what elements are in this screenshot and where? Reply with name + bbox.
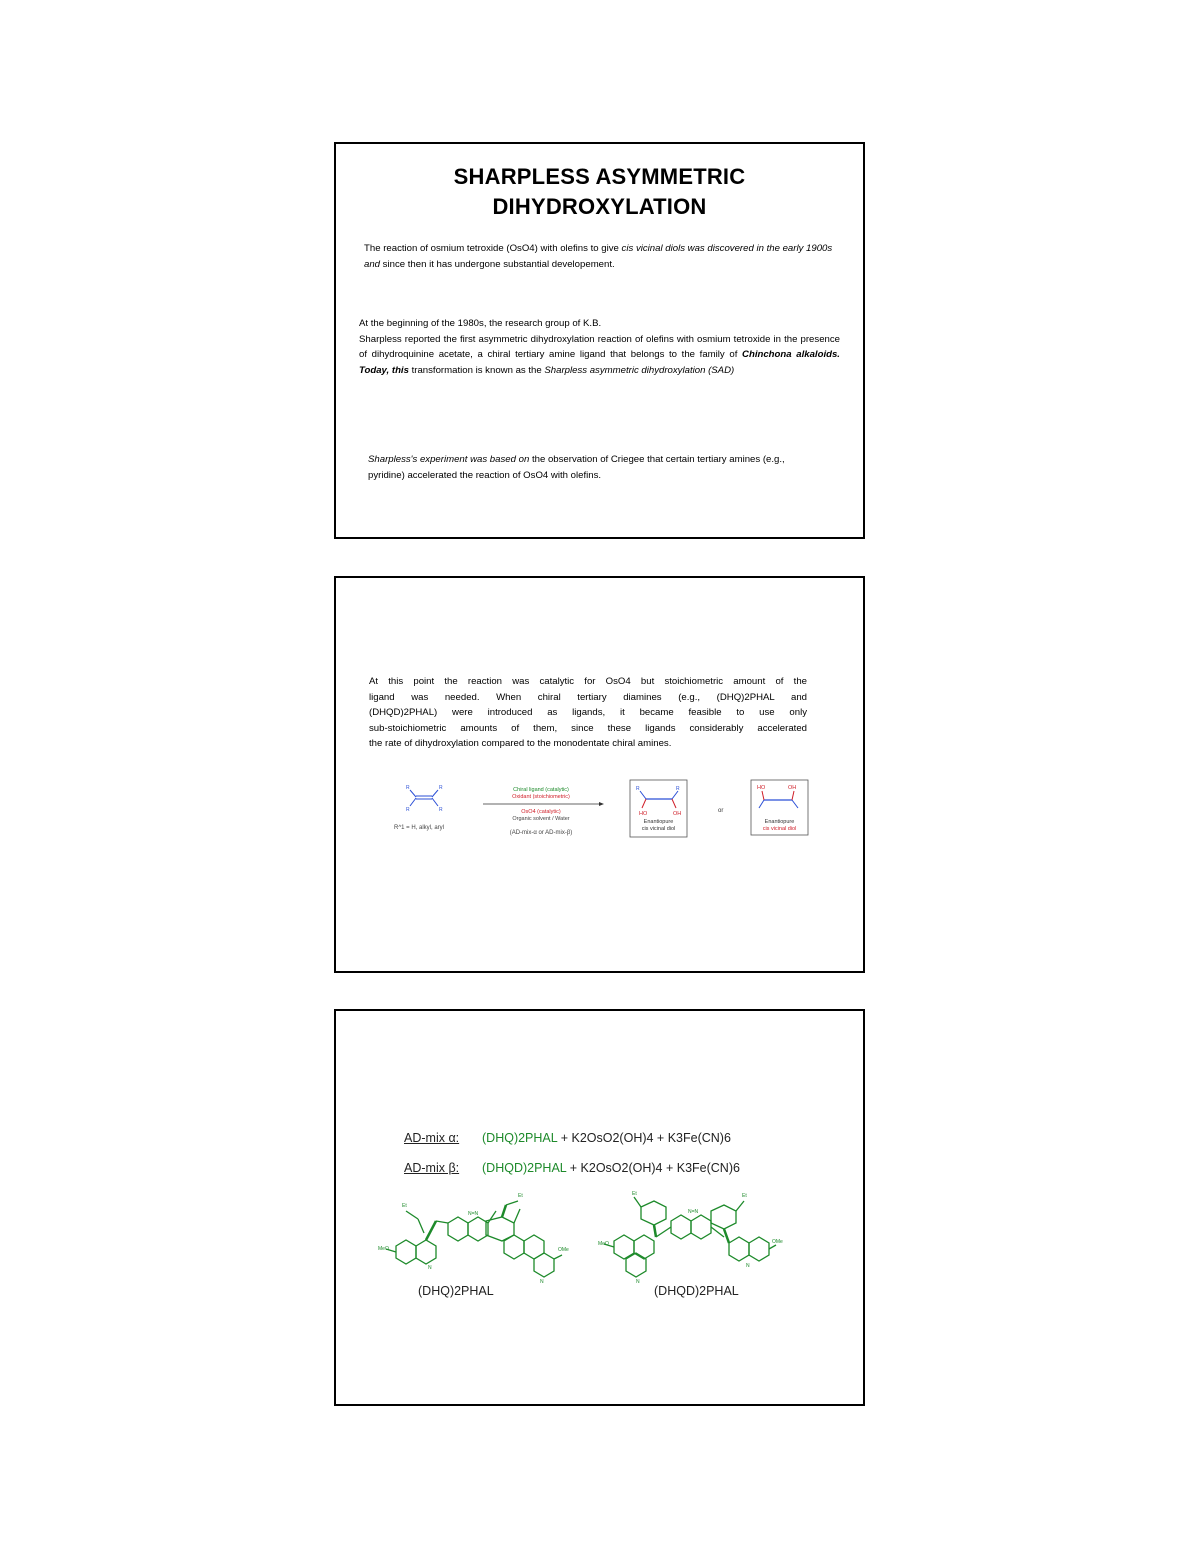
- svg-text:N: N: [636, 1279, 640, 1285]
- product-2-label-2: cis vicinal diol: [762, 826, 797, 832]
- admix-alpha-label: AD-mix α:: [404, 1131, 460, 1145]
- catalytic-line-3: (DHQD)2PHAL) were introduced as ligands, it became feasible to use only: [369, 707, 807, 718]
- svg-text:N=N: N=N: [468, 1211, 479, 1217]
- arrow-head-icon: [599, 802, 604, 806]
- intro-text-a: The reaction of osmium tetroxide (OsO4) with olefins to give: [364, 243, 622, 254]
- reactant-label: R^1 = H, alkyl, aryl: [394, 825, 444, 831]
- ligand-structures: [336, 1011, 867, 1408]
- product-1-label-2: cis vicinal diol: [641, 826, 676, 832]
- svg-text:Et: Et: [402, 1203, 407, 1209]
- product-1-box: [630, 780, 687, 837]
- admix-beta-label: AD-mix β:: [404, 1161, 460, 1175]
- svg-text:N: N: [746, 1263, 750, 1269]
- history-text-c: transformation is known as the: [408, 364, 545, 376]
- svg-text:OH: OH: [788, 785, 797, 791]
- svg-text:R: R: [439, 807, 443, 813]
- svg-text:MeO: MeO: [378, 1246, 389, 1252]
- catalytic-line-2: ligand was needed. When chiral tertiary diamines (e.g., (DHQ)2PHAL and: [369, 691, 807, 703]
- slide-title: [336, 162, 863, 222]
- svg-text:HO: HO: [757, 785, 766, 791]
- catalytic-line-4: sub-stoichiometric amounts of them, since these ligands considerably accelerated: [369, 722, 807, 734]
- product-1-label-1: Enantiopure: [643, 819, 674, 825]
- svg-text:OMe: OMe: [558, 1247, 569, 1253]
- svg-text:Et: Et: [518, 1193, 523, 1199]
- svg-text:N: N: [540, 1279, 544, 1285]
- reagent-admix: (AD-mix-α or AD-mix-β): [509, 830, 573, 836]
- svg-text:R: R: [676, 786, 680, 792]
- admix-alpha-ligand: (DHQ)2PHAL: [482, 1131, 558, 1145]
- svg-text:N=N: N=N: [688, 1209, 699, 1215]
- slide-3: [334, 1009, 865, 1406]
- svg-text:HO: HO: [639, 811, 648, 817]
- svg-text:OH: OH: [673, 811, 682, 817]
- paragraph-history: [359, 316, 840, 378]
- svg-text:R: R: [406, 807, 410, 813]
- history-text-italic-2: Sharpless asymmetric dihydroxylation (SAD): [544, 364, 735, 376]
- svg-text:R: R: [636, 786, 640, 792]
- history-text-a: Sharpless reported the first asymmetric dihydroxylation reaction of olefins with osmium tetroxide in the presence of dihydroquinine acetate, a chiral tertiary amine ligand that belongs to the family of: [359, 333, 840, 360]
- svg-text:R: R: [439, 785, 443, 791]
- product-2-label-1: Enantiopure: [764, 819, 795, 825]
- svg-text:OMe: OMe: [772, 1239, 783, 1245]
- criegee-text-italic: Sharpless's experiment was based on: [368, 454, 530, 465]
- reagent-solvent: Organic solvent / Water: [512, 816, 570, 822]
- svg-text:MeO: MeO: [598, 1241, 609, 1247]
- criegee-text-b: the observation of Criegee that certain tertiary amines (e.g., pyridine) accelerated the reaction of OsO4 with olefins.: [368, 454, 785, 481]
- catalytic-line-1: At this point the reaction was catalytic for OsO4 but stoichiometric amount of the: [369, 676, 807, 687]
- history-line-1: At the beginning of the 1980s, the research group of K.B.: [359, 318, 602, 329]
- svg-text:R: R: [406, 785, 410, 791]
- admix-alpha-reagents: + K2OsO2(OH)4 + K3Fe(CN)6: [557, 1131, 731, 1145]
- reaction-scheme: [336, 578, 867, 975]
- ligand-1-name: (DHQ)2PHAL: [418, 1284, 494, 1298]
- catalytic-line-5: the rate of dihydroxylation compared to the monodentate chiral amines.: [369, 738, 672, 749]
- admix-beta-ligand: (DHQD)2PHAL: [482, 1161, 567, 1175]
- product-2-box: [751, 780, 808, 835]
- paragraph-intro: [364, 241, 840, 272]
- reagent-ligand: Chiral ligand (catalytic): [513, 787, 569, 793]
- title-line-2: DIHYDROXYLATION: [492, 194, 707, 219]
- reagent-oxidant: Oxidant (stoichiometric): [512, 794, 570, 800]
- reagent-oso4: OsO4 (catalytic): [521, 809, 561, 815]
- svg-text:N: N: [428, 1265, 432, 1271]
- intro-text-italic: cis vicinal diols was discovered in the early 1900s and: [364, 243, 833, 270]
- intro-text-c: since then it has undergone substantial developement.: [380, 258, 615, 270]
- olefin-reactant: [406, 785, 443, 813]
- slide-2: [334, 576, 865, 973]
- svg-text:Et: Et: [742, 1193, 747, 1199]
- or-label: or: [718, 808, 724, 814]
- svg-text:Et: Et: [632, 1191, 637, 1197]
- paragraph-criegee: [368, 452, 808, 483]
- ligand-2-name: (DHQD)2PHAL: [654, 1284, 739, 1298]
- title-line-1: SHARPLESS ASYMMETRIC: [453, 164, 746, 189]
- history-text-italic-1: Chinchona alkaloids. Today, this: [359, 349, 840, 376]
- slide-1: [334, 142, 865, 539]
- admix-beta-reagents: + K2OsO2(OH)4 + K3Fe(CN)6: [566, 1161, 740, 1175]
